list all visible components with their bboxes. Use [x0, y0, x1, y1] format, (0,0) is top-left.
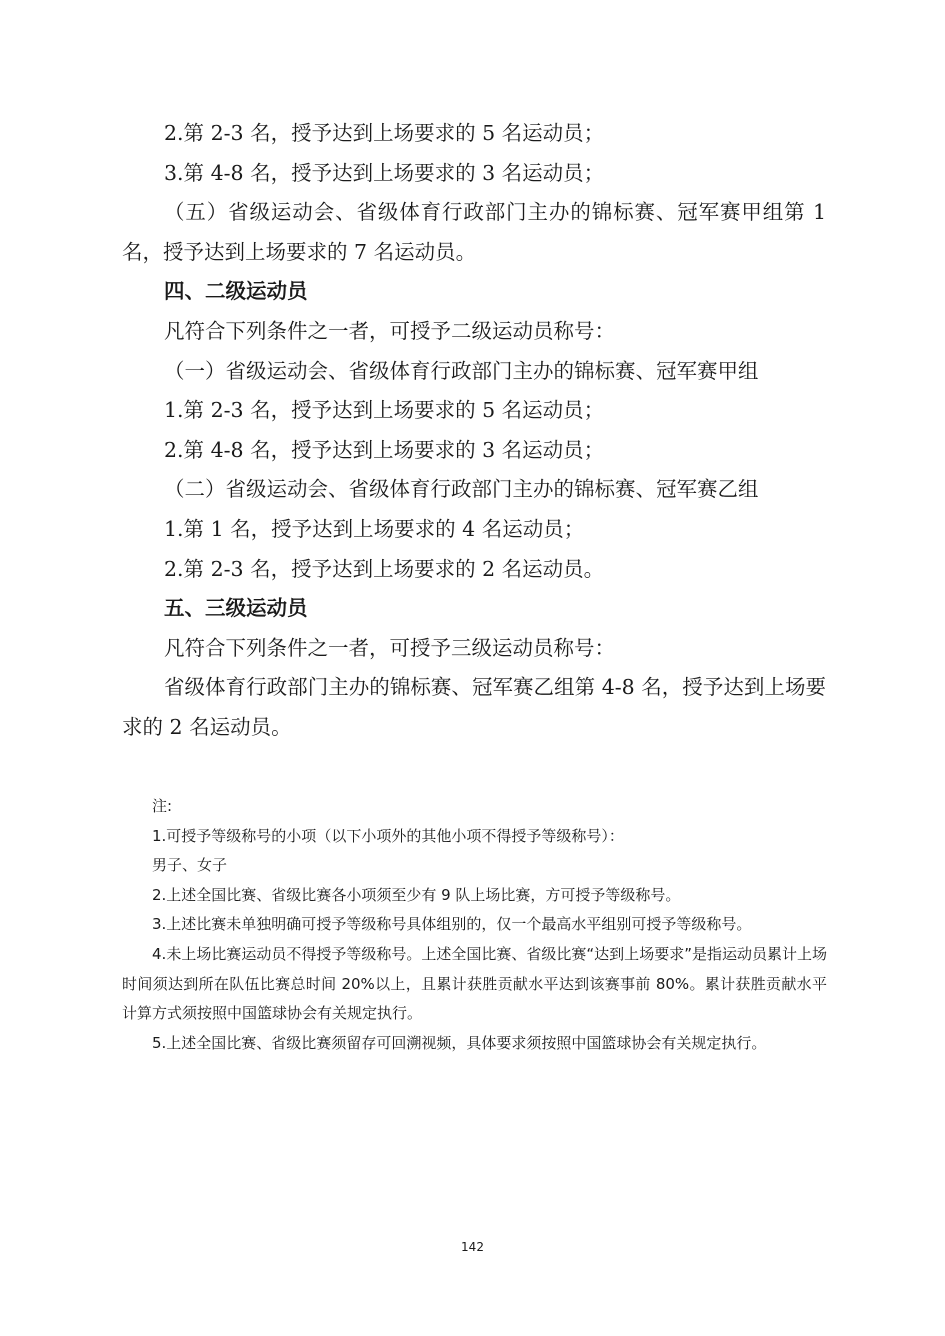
- page-number: 142: [461, 1240, 484, 1254]
- paragraph: 凡符合下列条件之一者，可授予三级运动员称号：: [164, 635, 615, 660]
- paragraph: 3.第 4-8 名，授予达到上场要求的 3 名运动员；: [164, 160, 605, 185]
- notes-label: 注:: [152, 797, 173, 815]
- paragraph: （五）省级运动会、省级体育行政部门主办的锦标赛、冠军赛甲组第 1 名，授予达到上场要求的 7 名运动员。: [122, 200, 826, 264]
- paragraph: 1.第 1 名，授予达到上场要求的 4 名运动员；: [164, 516, 585, 541]
- note-item: 4.未上场比赛运动员不得授予等级称号。上述全国比赛、省级比赛“达到上场要求”是指运动员累计上场时间须达到所在队伍比赛总时间 20%以上，且累计获胜贡献水平达到该赛事前 80%。累计获胜贡献水平计算方式须按照中国篮球协会有关规定执行。: [122, 944, 827, 1023]
- paragraph: （二）省级运动会、省级体育行政部门主办的锦标赛、冠军赛乙组: [164, 477, 759, 502]
- note-item: 3.上述比赛未单独明确可授予等级称号具体组别的，仅一个最高水平组别可授予等级称号。: [152, 915, 752, 934]
- note-item: 男子、女子: [152, 856, 228, 875]
- paragraph: 2.第 2-3 名，授予达到上场要求的 5 名运动员；: [164, 121, 605, 145]
- note-item: 5.上述全国比赛、省级比赛须留存可回溯视频，具体要求须按照中国篮球协会有关规定执行。: [152, 1033, 767, 1052]
- note-item: 2.上述全国比赛、省级比赛各小项须至少有 9 队上场比赛，方可授予等级称号。: [152, 885, 681, 904]
- paragraph: 2.第 4-8 名，授予达到上场要求的 3 名运动员；: [164, 437, 605, 462]
- body-text: [122, 114, 826, 748]
- paragraph: （一）省级运动会、省级体育行政部门主办的锦标赛、冠军赛甲组: [164, 358, 759, 383]
- paragraph: 省级体育行政部门主办的锦标赛、冠军赛乙组第 4-8 名，授予达到上场要求的 2 名运动员。: [122, 675, 826, 739]
- paragraph: 2.第 2-3 名，授予达到上场要求的 2 名运动员。: [164, 556, 605, 581]
- paragraph: 1.第 2-3 名，授予达到上场要求的 5 名运动员；: [164, 398, 605, 423]
- note-item: 1.可授予等级称号的小项（以下小项外的其他小项不得授予等级称号）：: [152, 826, 624, 845]
- paragraph: 凡符合下列条件之一者，可授予二级运动员称号：: [164, 318, 615, 343]
- section-heading: 五、三级运动员: [164, 596, 308, 621]
- notes-section: [122, 792, 827, 1058]
- section-heading: 四、二级运动员: [164, 279, 308, 304]
